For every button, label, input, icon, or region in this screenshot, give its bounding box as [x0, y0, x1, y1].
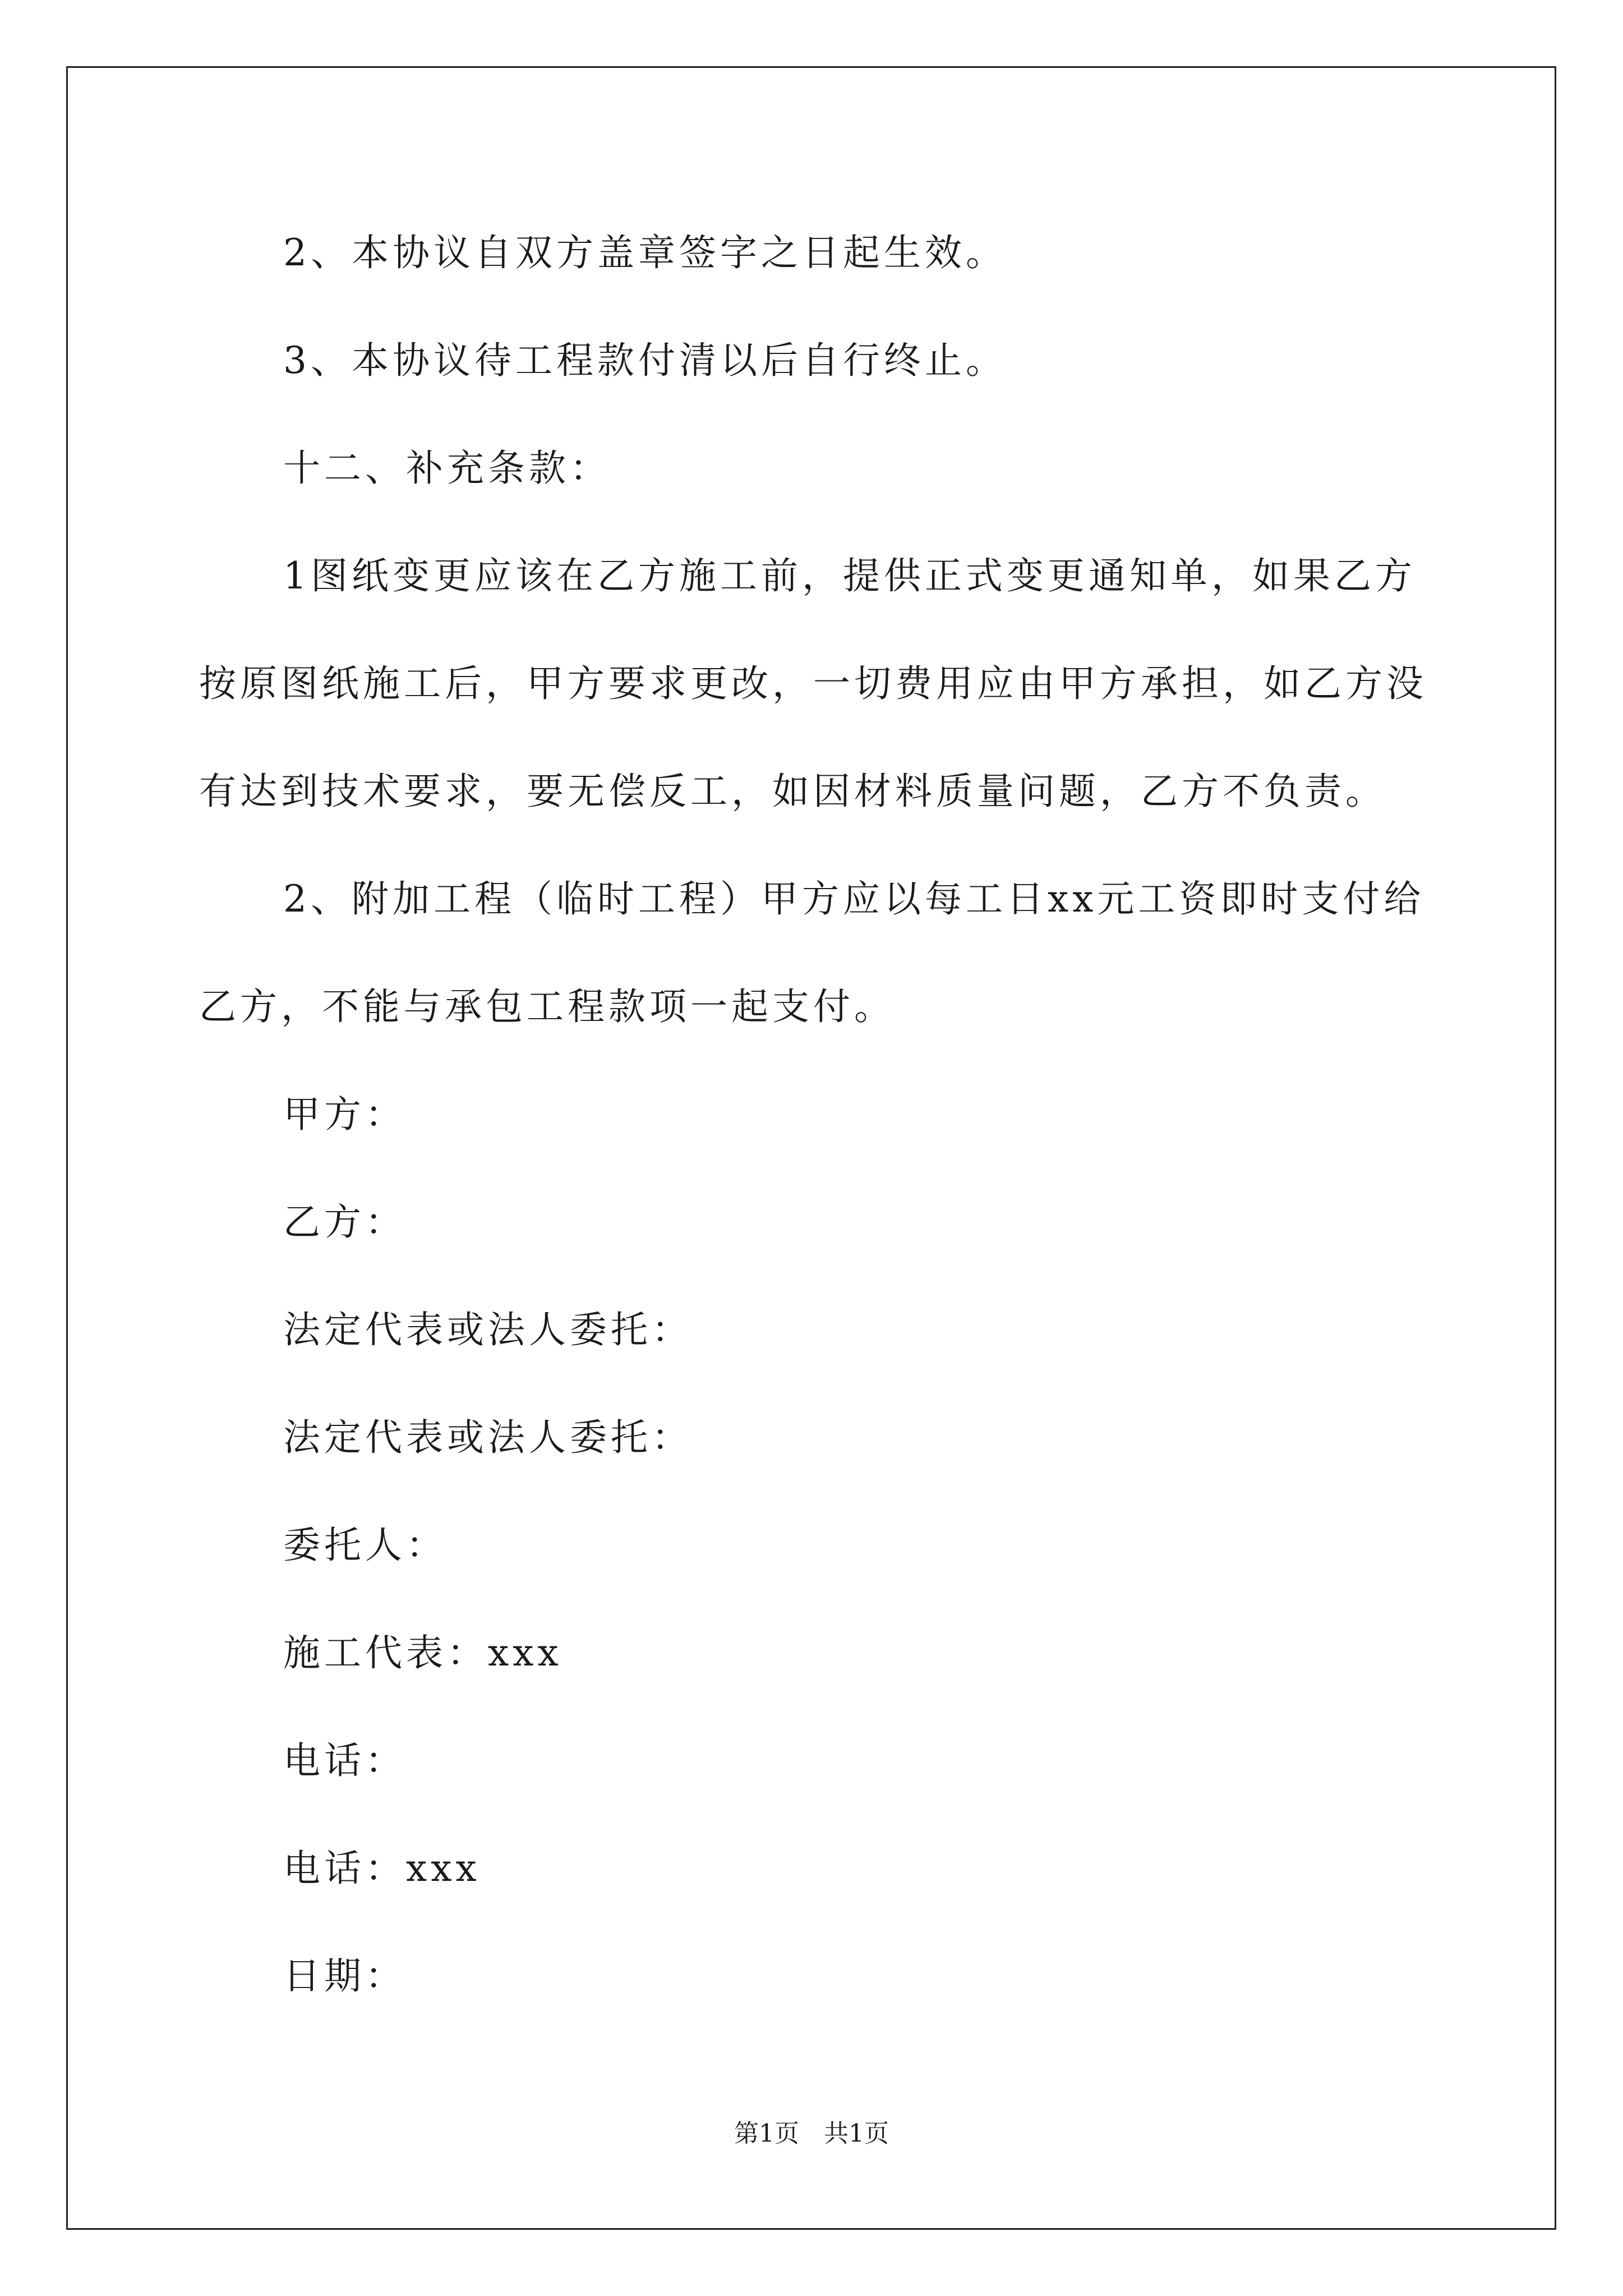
- paragraph-additional-work-line1: 2、附加工程（临时工程）甲方应以每工日xx元工资即时支付给: [283, 877, 1425, 921]
- paragraph-drawing-change-line1: 1图纸变更应该在乙方施工前，提供正式变更通知单，如果乙方: [283, 554, 1416, 597]
- paragraph-additional-work-line2: 乙方，不能与承包工程款项一起支付。: [199, 985, 895, 1028]
- signature-date: 日期：: [283, 1954, 406, 1998]
- signature-party-b: 乙方：: [283, 1200, 406, 1244]
- section-heading-supplementary: 十二、补充条款：: [283, 447, 611, 490]
- paragraph-drawing-change-line2: 按原图纸施工后，甲方要求更改，一切费用应由甲方承担，如乙方没: [199, 662, 1427, 705]
- paragraph-effective-date: 2、本协议自双方盖章签字之日起生效。: [283, 231, 1007, 274]
- signature-phone-a: 电话：: [283, 1739, 406, 1782]
- signature-legal-rep-b: 法定代表或法人委托：: [283, 1416, 693, 1459]
- signature-agent: 委托人：: [283, 1524, 447, 1567]
- signature-legal-rep-a: 法定代表或法人委托：: [283, 1308, 693, 1351]
- paragraph-drawing-change-line3: 有达到技术要求，要无偿反工，如因材料质量问题，乙方不负责。: [199, 770, 1386, 813]
- signature-phone-b: 电话：xxx: [283, 1847, 481, 1890]
- signature-construction-rep: 施工代表：xxx: [283, 1631, 562, 1674]
- paragraph-termination: 3、本协议待工程款付清以后自行终止。: [283, 339, 1007, 382]
- page-border: [66, 66, 1556, 2230]
- signature-party-a: 甲方：: [283, 1093, 406, 1136]
- page-number-footer: 第1页 共1页: [734, 2119, 889, 2148]
